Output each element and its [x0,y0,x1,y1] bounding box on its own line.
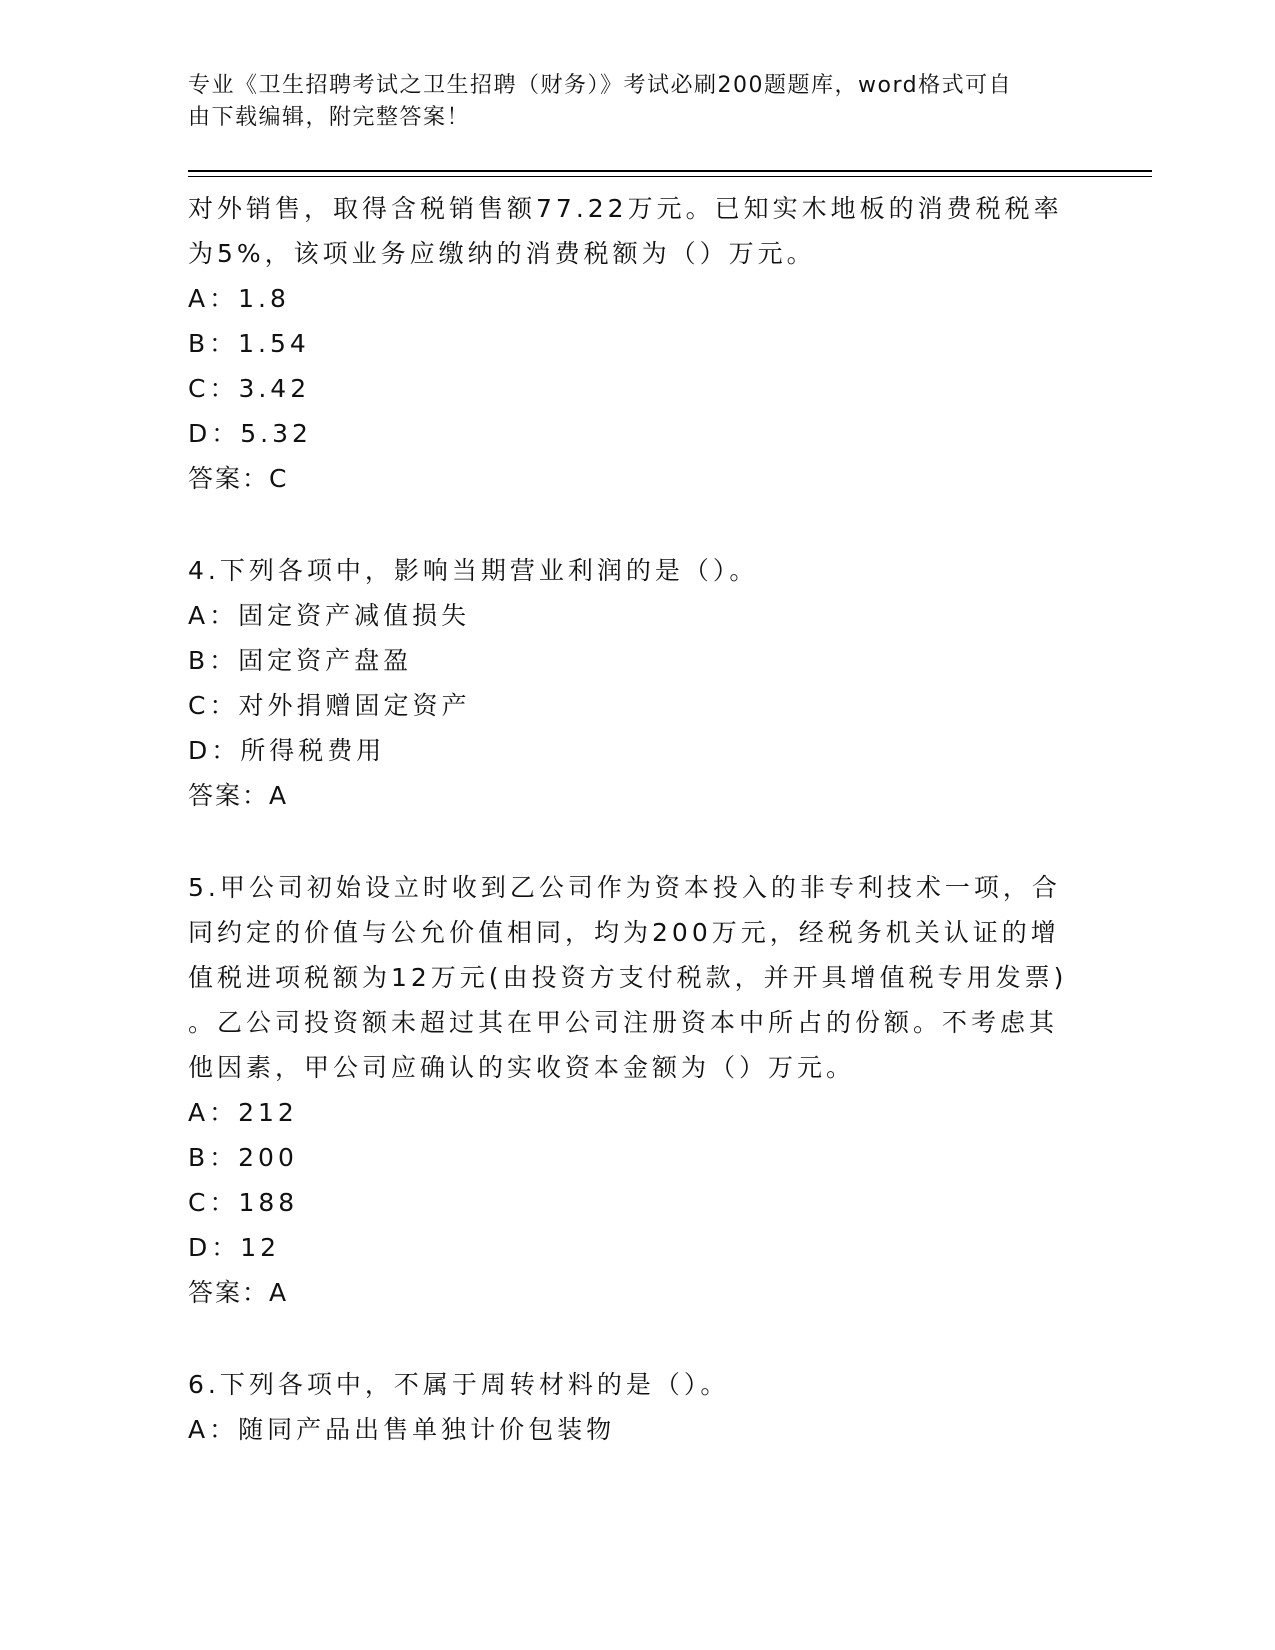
question-4-option-d: D：所得税费用 [188,736,386,765]
question-list [188,186,1068,1452]
question-5-option-c: C：188 [188,1188,299,1217]
question-5-option-a: A：212 [188,1098,298,1127]
question-spacer [188,501,1068,548]
question-5 [188,865,1068,1315]
header-line-1: 专业《卫生招聘考试之卫生招聘（财务）》考试必刷200题题库，word格式可自 [188,73,1013,98]
question-3-option-c: C：3.42 [188,374,311,403]
question-4-option-b: B：固定资产盘盈 [188,646,413,675]
question-5-text-line: 。乙公司投资额未超过其在甲公司注册资本中所占的份额。不考虑其 [188,1008,1059,1037]
question-spacer [188,818,1068,865]
question-5-option-d: D：12 [188,1233,281,1262]
question-3-option-a: A：1.8 [188,284,290,313]
header-divider-thin [188,176,1152,177]
document-header [188,70,1068,134]
question-3 [188,186,1068,501]
question-3-text-line: 对外销售，取得含税销售额77.22万元。已知实木地板的消费税税率 [188,194,1063,223]
question-6-option-a: A：随同产品出售单独计价包装物 [188,1415,616,1444]
question-4-text-line: 4.下列各项中，影响当期营业利润的是（）。 [188,556,759,585]
question-spacer [188,1315,1068,1362]
question-3-answer: 答案：C [188,464,289,493]
question-5-text-line: 5.甲公司初始设立时收到乙公司作为资本投入的非专利技术一项，合 [188,873,1061,902]
question-4-option-a: A：固定资产减值损失 [188,601,471,630]
question-6-text-line: 6.下列各项中，不属于周转材料的是（）。 [188,1370,730,1399]
question-5-text-line: 值税进项税额为12万元(由投资方支付税款，并开具增值税专用发票) [188,963,1068,992]
question-4 [188,548,1068,818]
question-3-option-b: B：1.54 [188,329,310,358]
header-line-2: 由下载编辑，附完整答案！ [188,105,471,130]
question-4-option-c: C：对外捐赠固定资产 [188,691,471,720]
question-5-option-b: B：200 [188,1143,298,1172]
header-divider-thick [188,170,1152,172]
question-6 [188,1362,1068,1452]
question-5-text-line: 同约定的价值与公允价值相同，均为200万元，经税务机关认证的增 [188,918,1060,947]
question-4-answer: 答案：A [188,781,289,810]
question-5-text-line: 他因素，甲公司应确认的实收资本金额为（）万元。 [188,1053,856,1082]
question-3-text-line: 为5%，该项业务应缴纳的消费税额为（）万元。 [188,239,816,268]
question-5-answer: 答案：A [188,1278,289,1307]
question-3-option-d: D：5.32 [188,419,312,448]
